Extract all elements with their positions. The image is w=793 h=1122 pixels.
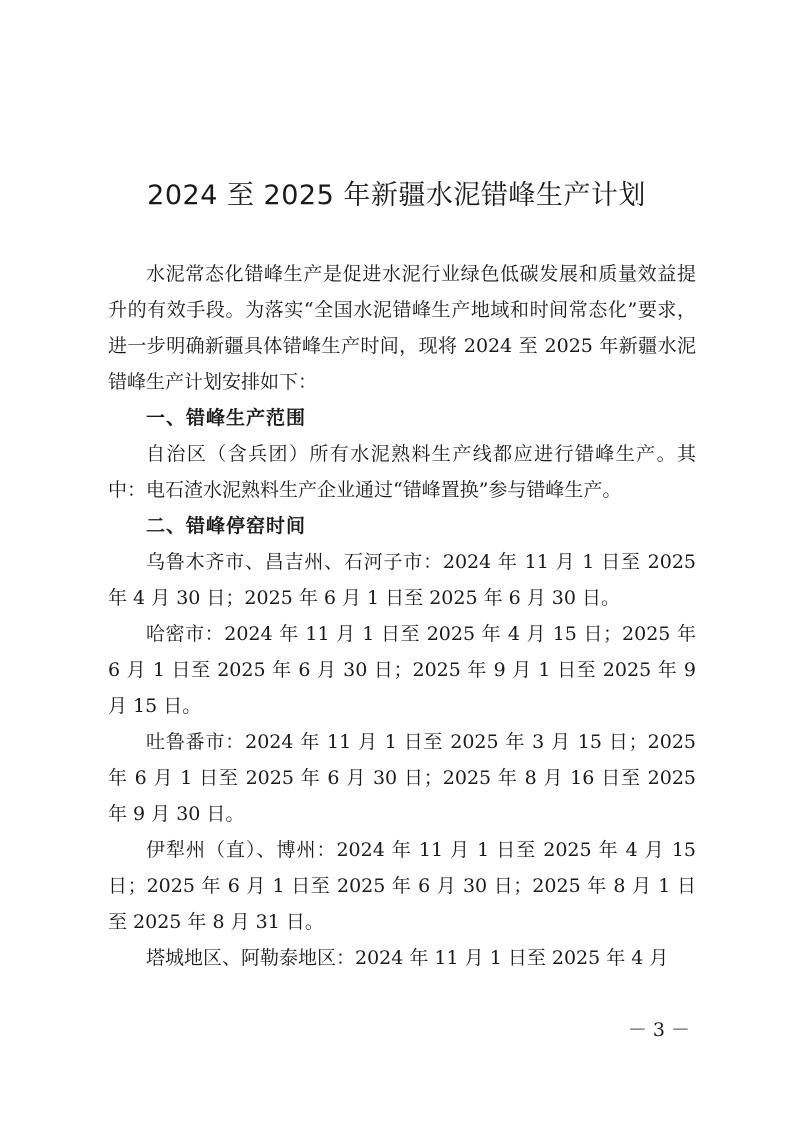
region-hami: 哈密市：2024 年 11 月 1 日至 2025 年 4 月 15 日；2025 年 6 月 1 日至 2025 年 6 月 30 日；2025 年 9 月 1 日至 2025 年 9 月 15 日。 bbox=[108, 623, 696, 717]
region-urumqi: 乌鲁木齐市、昌吉州、石河子市：2024 年 11 月 1 日至 2025 年 4 月 30 日；2025 年 6 月 1 日至 2025 年 6 月 30 日。 bbox=[108, 551, 696, 609]
document-title: 2024 至 2025 年新疆水泥错峰生产计划 bbox=[147, 180, 646, 211]
region-turpan: 吐鲁番市：2024 年 11 月 1 日至 2025 年 3 月 15 日；2025 年 6 月 1 日至 2025 年 6 月 30 日；2025 年 8 月 16 日至 2025 年 9 月 30 日。 bbox=[108, 731, 696, 825]
page-number: － 3 － bbox=[627, 1019, 690, 1041]
section1-heading: 一、错峰生产范围 bbox=[146, 407, 307, 429]
intro-paragraph: 水泥常态化错峰生产是促进水泥行业绿色低碳发展和质量效益提升的有效手段。为落实“全国水泥错峰生产地域和时间常态化”要求，进一步明确新疆具体错峰生产时间，现将 2024 至 2025 年新疆水泥错峰生产计划安排如下： bbox=[108, 263, 696, 393]
region-tacheng-altay: 塔城地区、阿勒泰地区：2024 年 11 月 1 日至 2025 年 4 月 bbox=[146, 947, 669, 969]
section2-heading: 二、错峰停窑时间 bbox=[146, 515, 307, 537]
section1-body: 自治区（含兵团）所有水泥熟料生产线都应进行错峰生产。其中：电石渣水泥熟料生产企业通过“错峰置换”参与错峰生产。 bbox=[108, 443, 696, 501]
region-ili-bozhou: 伊犁州（直）、博州：2024 年 11 月 1 日至 2025 年 4 月 15 日；2025 年 6 月 1 日至 2025 年 6 月 30 日；2025 年 8 月 1 日至 2025 年 8 月 31 日。 bbox=[108, 839, 696, 933]
